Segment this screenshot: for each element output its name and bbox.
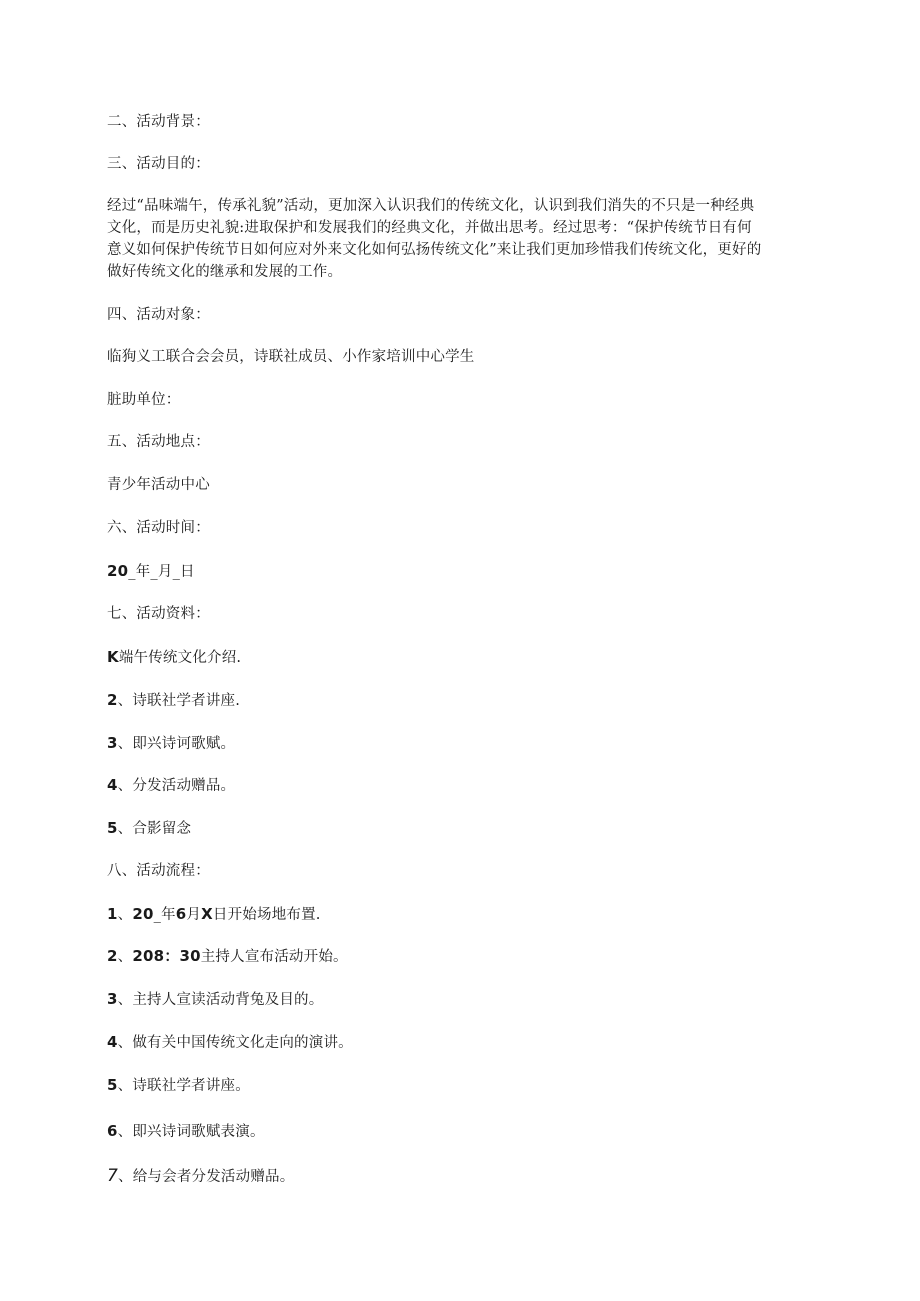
purpose-line: 做好传统文化的继承和发展的工作。 xyxy=(107,264,343,280)
material-item xyxy=(107,775,235,796)
target-text: 临狗义工联合会会员，诗联社成员、小作家培训中心学生 xyxy=(107,349,475,365)
location-text: 青少年活动中心 xyxy=(107,477,210,493)
process-item xyxy=(107,904,321,925)
process-text: 、 xyxy=(117,907,133,923)
process-number: 2 xyxy=(107,947,118,965)
material-number: 4 xyxy=(107,776,118,794)
process-text: 、给与会者分发活动赠品。 xyxy=(118,1169,295,1185)
process-text: 、即兴诗词歌赋表演。 xyxy=(117,1124,265,1140)
material-text: 端午传统文化介绍. xyxy=(118,650,242,666)
time-heading: 六、活动时间： xyxy=(107,520,210,536)
location-heading: 五、活动地点： xyxy=(107,434,210,450)
process-item xyxy=(107,1032,353,1053)
material-number: 5 xyxy=(107,819,118,837)
material-text: 、诗联社学者讲座. xyxy=(117,693,241,709)
process-number: 1 xyxy=(107,905,118,923)
purpose-paragraph xyxy=(107,195,807,283)
process-text: 、诗联社学者讲座。 xyxy=(117,1078,250,1094)
material-item xyxy=(107,647,241,668)
process-text: 日开始场地布置. xyxy=(212,907,321,923)
purpose-heading: 三、活动目的： xyxy=(107,156,210,172)
material-number: 2 xyxy=(107,691,118,709)
purpose-line: 文化，而是历史礼貌:进取保护和发展我们的经典文化，并做出思考。经过思考：“保护传统节日有何 xyxy=(107,220,752,236)
materials-heading: 七、活动资料： xyxy=(107,606,210,622)
process-item xyxy=(107,989,323,1010)
process-number: 6 xyxy=(107,1122,118,1140)
target-heading: 四、活动对象： xyxy=(107,307,210,323)
material-text: 、分发活动赠品。 xyxy=(117,778,236,794)
material-text: 、合影留念 xyxy=(117,821,192,837)
process-heading: 八、活动流程： xyxy=(107,863,210,879)
process-text: 、 xyxy=(117,949,133,965)
process-text: 主持人宣布活动开始。 xyxy=(200,949,348,965)
material-number: 3 xyxy=(107,734,118,752)
purpose-line: 经过“品味端午，传承礼貌”活动，更加深入认识我们的传统文化，认识到我们消失的不只是一种经典 xyxy=(107,198,755,214)
purpose-line: 意义如何保护传统节日如何应对外来文化如何弘扬传统文化”来让我们更加珍惜我们传统文化，更好的 xyxy=(107,242,762,258)
background-heading: 二、活动背景： xyxy=(107,114,210,130)
time-number: 20 xyxy=(107,562,129,580)
material-item xyxy=(107,818,191,839)
material-number: K xyxy=(107,648,119,666)
process-number: 6 xyxy=(175,905,187,923)
sponsor-text: 脏助单位： xyxy=(107,392,181,408)
process-text: _年 xyxy=(153,907,176,923)
time-rest: _年_月_日 xyxy=(128,564,195,580)
process-item xyxy=(107,946,348,967)
process-number: 5 xyxy=(107,1076,118,1094)
time-text xyxy=(107,561,195,582)
process-number: X xyxy=(201,905,213,923)
process-number: 3 xyxy=(107,990,118,1008)
material-item xyxy=(107,733,235,754)
process-number: 208：30 xyxy=(132,947,201,965)
process-number: 20 xyxy=(132,905,154,923)
process-text: 、主持人宣读活动背兔及目的。 xyxy=(117,992,324,1008)
process-text: 、做有关中国传统文化走向的演讲。 xyxy=(117,1035,353,1051)
process-item xyxy=(107,1166,294,1187)
process-item xyxy=(107,1075,250,1096)
process-item xyxy=(107,1121,265,1142)
process-text: 月 xyxy=(186,907,202,923)
process-number: 4 xyxy=(107,1033,118,1051)
material-text: 、即兴诗诃歌赋。 xyxy=(117,736,236,752)
process-number: 7 xyxy=(107,1166,119,1186)
material-item xyxy=(107,690,240,711)
